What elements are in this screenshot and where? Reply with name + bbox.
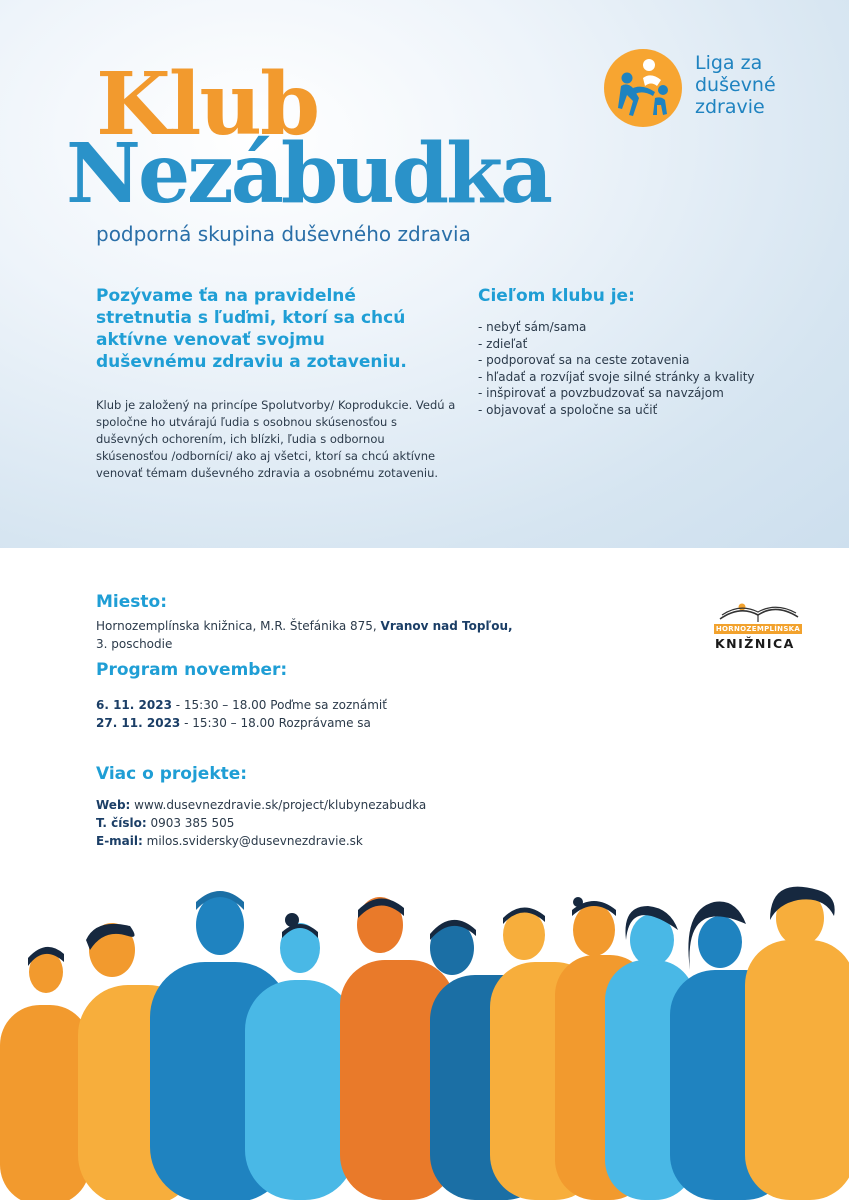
liga-logo-line1: Liga za — [695, 52, 763, 74]
email-line — [96, 832, 426, 850]
email-link[interactable]: milos.svidersky@dusevnezdravie.sk — [142, 834, 363, 848]
email-label: E-mail: — [96, 834, 143, 848]
liga-logo — [603, 48, 823, 130]
program-event — [96, 714, 387, 732]
event-date: 6. 11. 2023 — [96, 698, 172, 712]
place-heading: Miesto: — [96, 592, 167, 612]
event-time: - 15:30 – 18.00 Rozprávame sa — [180, 716, 371, 730]
people-illustration — [0, 880, 849, 1200]
event-time: - 15:30 – 18.00 Poďme sa zoznámiť — [171, 698, 387, 712]
library-word: KNIŽNICA — [715, 636, 795, 651]
person-figure — [745, 887, 849, 1200]
library-band: HORNOZEMPLÍNSKA — [715, 625, 801, 633]
liga-logo-text — [695, 52, 776, 118]
place-address — [96, 617, 513, 653]
liga-people-icon — [603, 48, 685, 130]
web-link[interactable]: www.dusevnezdravie.sk/project/klubynezabudka — [130, 798, 427, 812]
title-klub: Klub — [96, 54, 319, 155]
subtitle: podporná skupina duševného zdravia — [96, 222, 471, 246]
list-item: - objavovať a spoločne sa učiť — [478, 402, 658, 417]
project-contacts — [96, 796, 426, 850]
event-date: 27. 11. 2023 — [96, 716, 181, 730]
person-figure — [245, 913, 355, 1200]
phone-number[interactable]: 0903 385 505 — [146, 816, 235, 830]
program-heading: Program november: — [96, 660, 288, 680]
liga-logo-line2: duševné — [695, 74, 776, 96]
web-label: Web: — [96, 798, 131, 812]
phone-line — [96, 814, 426, 832]
about-text: Klub je založený na princípe Spolutvorby/ Koprodukcie. Vedú a spoločne ho utvárajú ľudia s osobnou skúsenosťou s duševných ochorením, ich blízki, ľudia s odbornou skúsenosťou /odborníci/ ako aj všetci, ktorí sa chcú aktívne venovať témam duševného zdravia a osobnému zotaveniu. — [96, 398, 456, 480]
list-item: - nebyť sám/sama — [478, 320, 587, 334]
goals-list — [478, 319, 755, 418]
list-item: - inšpirovať a povzbudzovať sa navzájom — [478, 386, 724, 400]
floor-text: 3. poschodie — [96, 637, 173, 651]
program-list — [96, 696, 387, 732]
phone-label: T. číslo: — [96, 816, 147, 830]
list-item: - podporovať sa na ceste zotavenia — [478, 353, 690, 367]
project-heading: Viac o projekte: — [96, 764, 248, 784]
list-item: - zdieľať — [478, 336, 528, 351]
invitation-text: Pozývame ťa na pravidelné stretnutia s ľuďmi, ktorí sa chcú aktívne venovať svojmu duševnému zdraviu a zotaveniu. — [96, 286, 407, 372]
web-line — [96, 796, 426, 814]
address-text: Hornozemplínska knižnica, M.R. Štefánika 875, — [96, 619, 381, 633]
city-text: Vranov nad Topľou, — [380, 619, 513, 633]
goals-heading: Cieľom klubu je: — [478, 286, 635, 306]
title-nezabudka: Nezábudka — [66, 126, 551, 222]
list-item: - hľadať a rozvíjať svoje silné stránky a kvality — [478, 369, 755, 384]
library-logo — [712, 595, 804, 653]
book-icon — [712, 595, 804, 625]
program-event — [96, 696, 387, 714]
liga-logo-line3: zdravie — [695, 96, 765, 118]
person-figure — [0, 947, 90, 1200]
